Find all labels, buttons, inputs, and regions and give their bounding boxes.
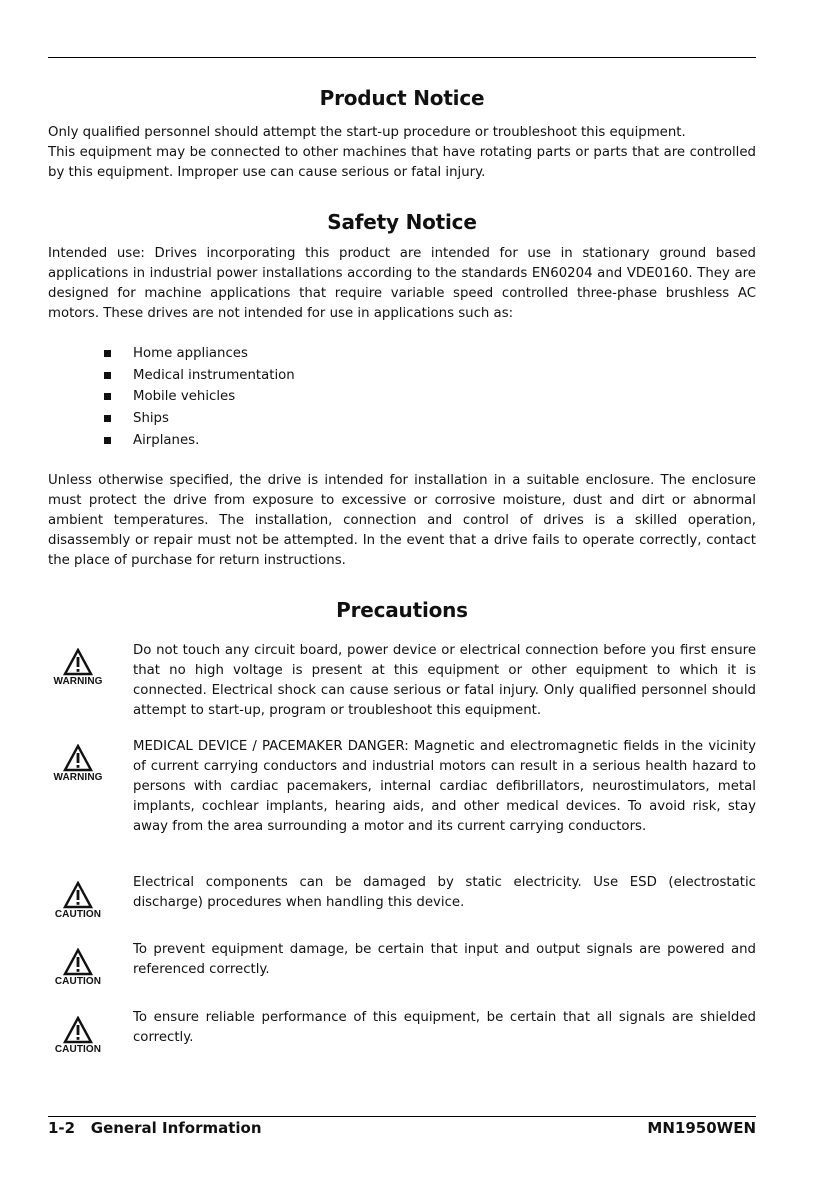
application-exclusion-list: [104, 343, 504, 452]
product-notice-paragraph-1: Only qualified personnel should attempt the start-up procedure or troubleshoot this equipment.: [48, 125, 686, 140]
list-item: Home appliances: [104, 343, 504, 365]
list-item: Mobile vehicles: [104, 386, 504, 408]
caution-badge: [48, 1016, 108, 1055]
footer-rule: [48, 1116, 756, 1117]
precaution-text: Do not touch any circuit board, power device or electrical connection before you first ensure that no high voltage is present at this equipment or other equipment to which it is connected. Electrical shock can cause serious or fatal injury. Only qualified personnel should attempt to start-up, program or troubleshoot this equipment.: [133, 643, 756, 718]
footer-manual-number: MN1950WEN: [647, 1119, 756, 1137]
safety-notice-paragraph-1: Intended use: Drives incorporating this product are intended for use in stationary ground based applications in industrial power installations according to the standards EN60204 and VDE0160. They are designed for machine applications that require variable speed controlled three-phase brushless AC motors. These drives are not intended for use in applications such as:: [48, 246, 756, 321]
caution-label: CAUTION: [54, 976, 102, 987]
precaution-text: Electrical components can be damaged by static electricity. Use ESD (electrostatic discharge) procedures when handling this device.: [133, 875, 756, 910]
top-rule: [48, 57, 756, 58]
safety-notice-paragraph-2: Unless otherwise specified, the drive is intended for installation in a suitable enclosure. The enclosure must protect the drive from exposure to excessive or corrosive moisture, dust and dirt or abnormal ambient temperatures. The installation, connection and control of drives is a skilled operation, disassembly or repair must not be attempted. In the event that a drive fails to operate correctly, contact the place of purchase for return instructions.: [48, 473, 756, 568]
warning-badge: [48, 744, 108, 783]
caution-triangle-icon: [63, 948, 93, 976]
precaution-text: To ensure reliable performance of this equipment, be certain that all signals are shielded correctly.: [133, 1010, 756, 1045]
warning-label: WARNING: [53, 772, 103, 783]
caution-badge: [48, 881, 108, 920]
list-item: Airplanes.: [104, 430, 504, 452]
warning-badge: [48, 648, 108, 687]
list-item: Medical instrumentation: [104, 365, 504, 387]
bullet-square-icon: [104, 437, 111, 444]
caution-label: CAUTION: [54, 909, 102, 920]
bullet-square-icon: [104, 372, 111, 379]
precaution-text: To prevent equipment damage, be certain that input and output signals are powered and referenced correctly.: [133, 942, 756, 977]
manual-page: [48, 0, 756, 1180]
caution-triangle-icon: [63, 1016, 93, 1044]
bullet-square-icon: [104, 415, 111, 422]
caution-triangle-icon: [63, 881, 93, 909]
product-notice-title: Product Notice: [319, 86, 485, 110]
warning-triangle-icon: [63, 744, 93, 772]
safety-notice-title: Safety Notice: [327, 210, 477, 234]
warning-triangle-icon: [63, 648, 93, 676]
precaution-text: MEDICAL DEVICE / PACEMAKER DANGER: Magnetic and electromagnetic fields in the vicinity of current carrying conductors and industrial motors can result in a serious health hazard to persons with cardiac pacemakers, internal cardiac defibrillators, neurostimulators, metal implants, cochlear implants, hearing aids, and other medical devices. To avoid risk, stay away from the area surrounding a motor and its current carrying conductors.: [133, 739, 756, 834]
caution-label: CAUTION: [54, 1044, 102, 1055]
bullet-square-icon: [104, 350, 111, 357]
bullet-square-icon: [104, 393, 111, 400]
caution-badge: [48, 948, 108, 987]
list-item: Ships: [104, 408, 504, 430]
precautions-title: Precautions: [336, 598, 468, 622]
warning-label: WARNING: [53, 676, 103, 687]
footer-section-label: 1-2 General Information: [48, 1119, 262, 1137]
product-notice-paragraph-2: This equipment may be connected to other machines that have rotating parts or parts that are controlled by this equipment. Improper use can cause serious or fatal injury.: [48, 145, 756, 180]
